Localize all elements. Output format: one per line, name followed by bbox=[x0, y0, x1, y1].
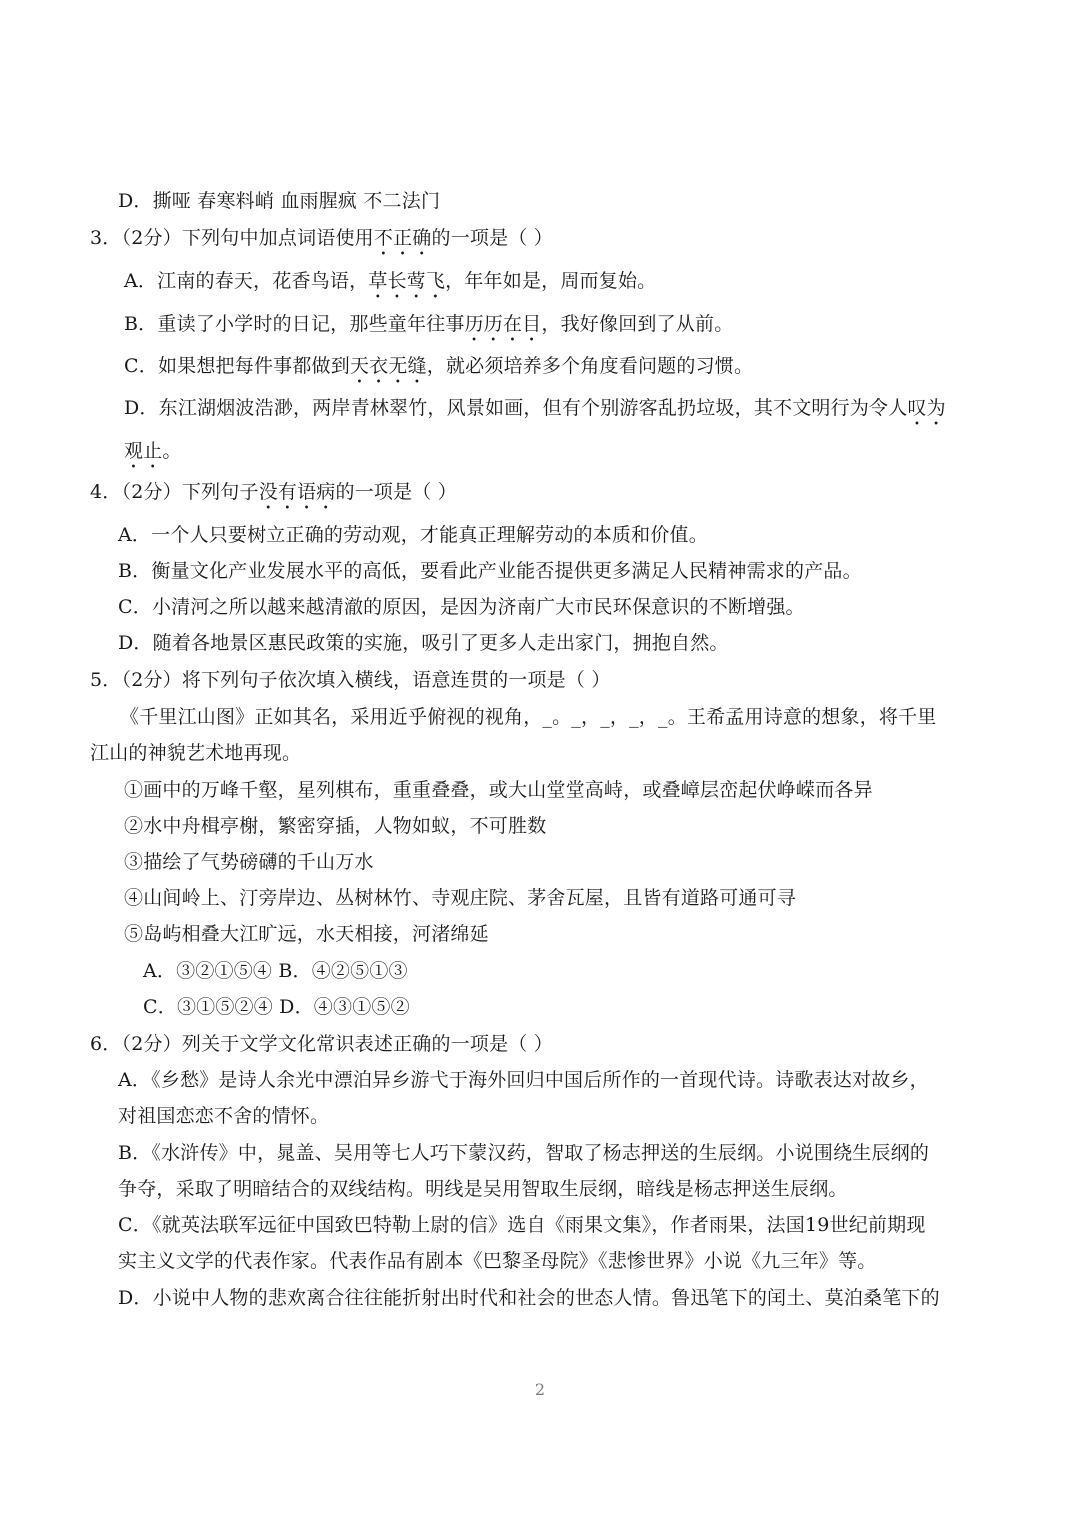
q5-stem: 5．（2分）将下列句子依次填入横线，语意连贯的一项是（ ） bbox=[90, 669, 611, 691]
q4-option-a: A．一个人只要树立正确的劳动观，才能真正理解劳动的本质和价值。 bbox=[118, 524, 708, 546]
q5-passage-line1: 《千里江山图》正如其名，采用近乎俯视的视角，_。_，_，_，_。王希孟用诗意的想象，将千里 bbox=[120, 706, 937, 728]
q6-option-b-line1: B．《水浒传》中，晁盖、吴用等七人巧下蒙汉药，智取了杨志押送的生辰纲。小说围绕生辰纲的 bbox=[118, 1142, 930, 1164]
q6-option-d-line1: D．小说中人物的悲欢离合往往能折射出时代和社会的世态人情。鲁迅笔下的闰土、莫泊桑笔下的 bbox=[118, 1287, 940, 1309]
q3-stem: 3．（2分）下列句中加点词语使用不正确的一项是（ ） bbox=[90, 227, 553, 249]
q6-option-a-line2: 对祖国恋恋不舍的情怀。 bbox=[118, 1105, 330, 1127]
q3-option-d: D．东江湖烟波浩渺，两岸青林翠竹，风景如画，但有个别游客乱扔垃圾，其不文明行为令人叹为 bbox=[124, 397, 946, 419]
emphasized-text: 草长莺飞 bbox=[368, 270, 446, 292]
q4-option-c: C．小清河之所以越来越清澈的原因，是因为济南广大市民环保意识的不断增强。 bbox=[118, 596, 805, 618]
q3-option-a: A．江南的春天，花香鸟语，草长莺飞，年年如是，周而复始。 bbox=[124, 270, 657, 292]
q4-option-b: B．衡量文化产业发展水平的高低，要看此产业能否提供更多满足人民精神需求的产品。 bbox=[118, 560, 862, 582]
q5-options-cd: C．③①⑤②④ D．④③①⑤② bbox=[143, 996, 410, 1018]
q6-option-c-line2: 实主义文学的代表作家。代表作品有剧本《巴黎圣母院》《悲惨世界》小说《九三年》等。 bbox=[118, 1250, 877, 1272]
emphasized-text: 叹为 bbox=[907, 397, 946, 419]
q6-option-a-line1: A．《乡愁》是诗人余光中漂泊异乡游弋于海外回归中国后所作的一首现代诗。诗歌表达对故乡， bbox=[118, 1069, 929, 1091]
emphasized-text: 不正确 bbox=[373, 227, 432, 249]
page-number: 2 bbox=[534, 1380, 546, 1399]
emphasized-text: 历历在目 bbox=[464, 313, 542, 335]
q5-sentence-1: ①画中的万峰千壑，星列棋布，重重叠叠，或大山堂堂高峙，或叠嶂层峦起伏峥嵘而各异 bbox=[124, 779, 873, 801]
q5-sentence-5: ⑤岛屿相叠大江旷远，水天相接，河渚绵延 bbox=[124, 923, 489, 945]
q4-option-d: D．随着各地景区惠民政策的实施，吸引了更多人走出家门，拥抱自然。 bbox=[118, 632, 729, 654]
q5-sentence-3: ③描绘了气势磅礴的千山万水 bbox=[124, 851, 374, 873]
emphasized-text: 没有语病 bbox=[258, 481, 336, 503]
emphasized-text: 天衣无缝 bbox=[349, 355, 427, 377]
q5-options-ab: A．③②①⑤④ B．④②⑤①③ bbox=[143, 960, 408, 982]
q5-sentence-4: ④山间岭上、汀旁岸边、丛树林竹、寺观庄院、茅舍瓦屋，且皆有道路可通可寻 bbox=[124, 887, 797, 909]
q6-stem: 6．（2分）列关于文学文化常识表述正确的一项是（ ） bbox=[90, 1033, 553, 1055]
q2-option-d: D．撕哑 春寒料峭 血雨腥疯 不二法门 bbox=[118, 190, 441, 212]
q3-option-c: C．如果想把每件事都做到天衣无缝，就必须培养多个角度看问题的习惯。 bbox=[124, 355, 754, 377]
q5-sentence-2: ②水中舟楫亭榭，繁密穿插，人物如蚁，不可胜数 bbox=[124, 815, 547, 837]
q3-option-d-cont: 观止。 bbox=[124, 440, 182, 462]
q3-option-b: B．重读了小学时的日记，那些童年往事历历在目，我好像回到了从前。 bbox=[124, 313, 734, 335]
q6-option-b-line2: 争夺，采取了明暗结合的双线结构。明线是吴用智取生辰纲，暗线是杨志押送生辰纲。 bbox=[118, 1178, 848, 1200]
q5-passage-line2: 江山的神貌艺术地再现。 bbox=[90, 742, 302, 764]
emphasized-text: 观止 bbox=[124, 440, 163, 462]
q4-stem: 4．（2分）下列句子没有语病的一项是（ ） bbox=[90, 481, 457, 503]
q6-option-c-line1: C．《就英法联军远征中国致巴特勒上尉的信》选自《雨果文集》，作者雨果，法国19世纪前期现 bbox=[118, 1214, 926, 1236]
